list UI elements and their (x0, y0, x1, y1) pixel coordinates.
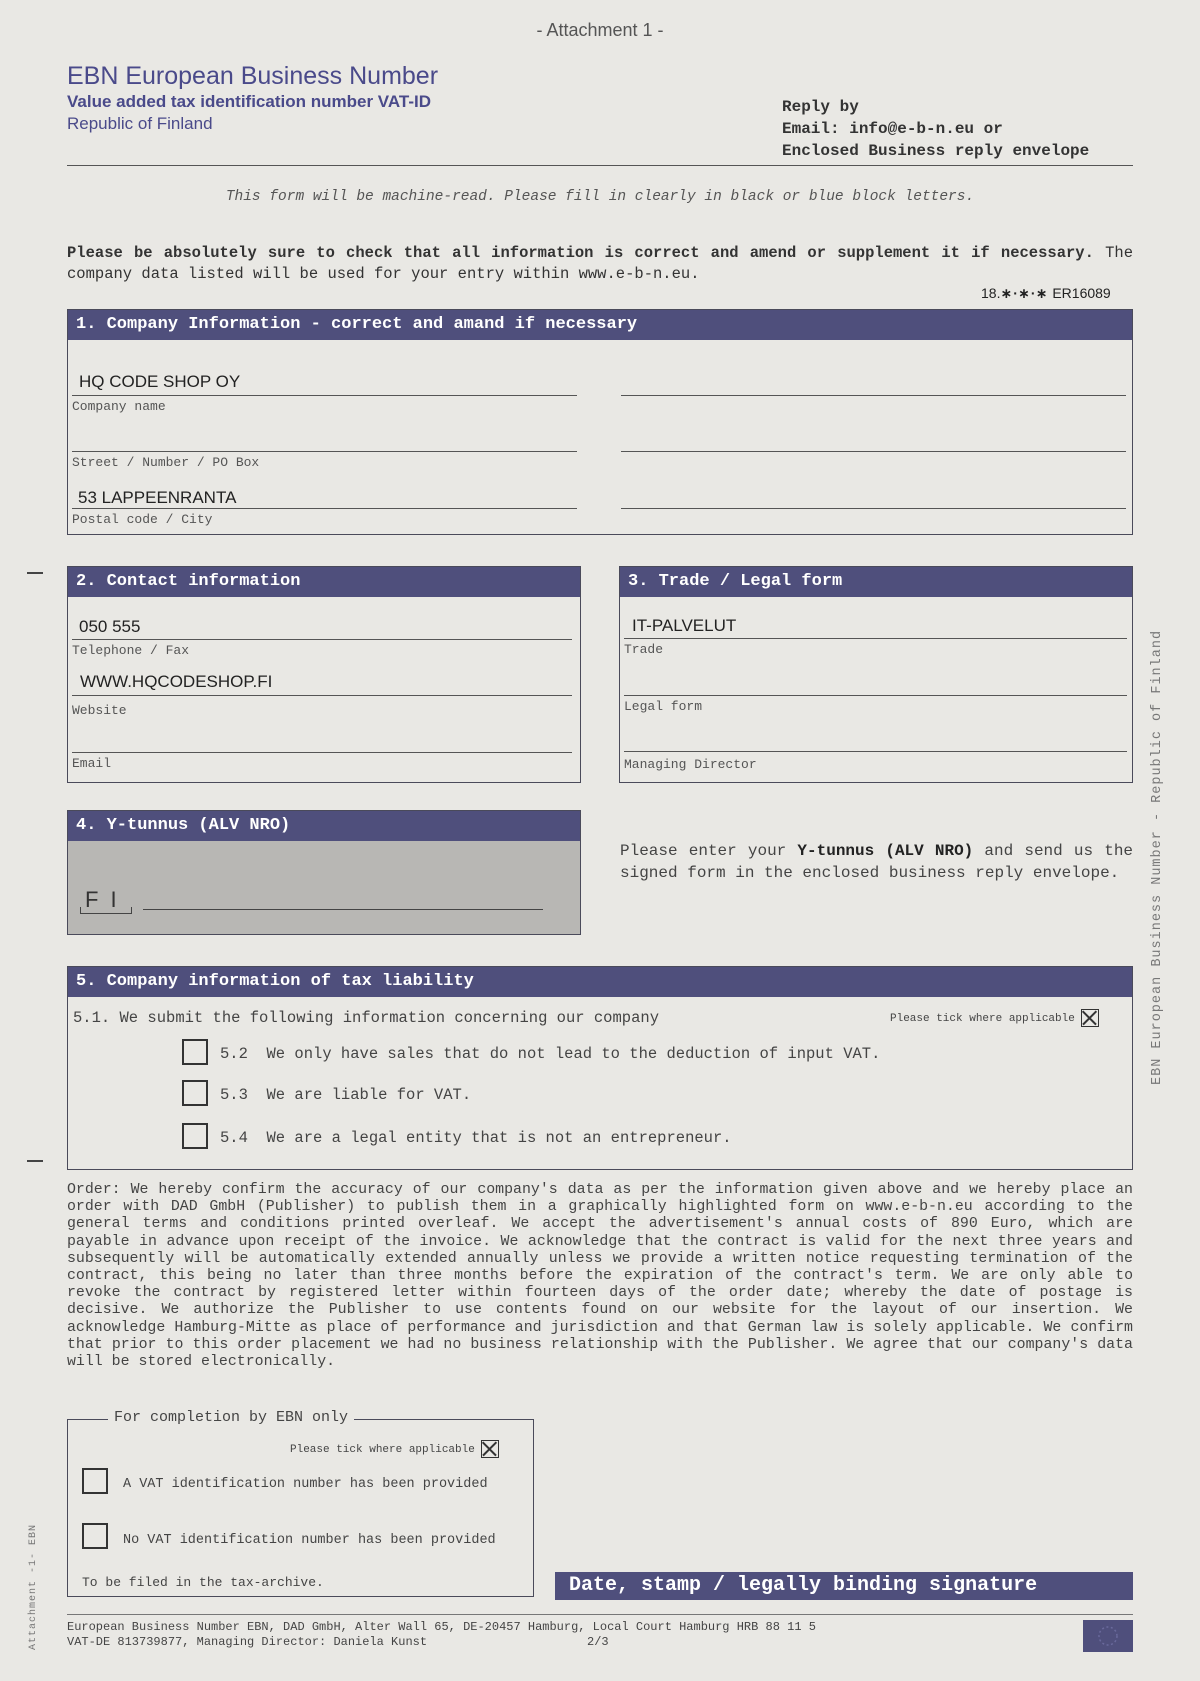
tax-liability-section (67, 966, 1133, 1170)
ebn-tick-example-icon (481, 1440, 499, 1458)
ebn-only-box (67, 1409, 534, 1597)
eu-flag-icon (1083, 1620, 1133, 1652)
note-pre: Please enter your (620, 842, 798, 860)
attachment-label: - Attachment 1 - (536, 20, 664, 40)
country-label: Republic of Finland (67, 114, 213, 133)
prefix-comb (80, 907, 132, 914)
tick-hint-text: Please tick where applicable (890, 1012, 1075, 1025)
postal-city-field[interactable] (72, 508, 577, 509)
company-information-section (67, 309, 1133, 535)
section-5-header: 5. Company information of tax liability (68, 967, 1132, 997)
checkbox-sales-no-deduction[interactable] (182, 1039, 208, 1065)
vat-provided-label: A VAT identification number has been provided (123, 1477, 488, 1492)
note-bold: Y-tunnus (ALV NRO) (797, 842, 974, 860)
header-divider (67, 165, 1133, 166)
check-notice-rest: The company data listed will be used for your entry within www.e-b-n.eu. (67, 244, 1133, 283)
check-notice (67, 243, 1133, 285)
telephone-field[interactable] (72, 639, 572, 640)
email-label: Email (72, 756, 112, 771)
option-5-3: 5.3 We are liable for VAT. (220, 1086, 472, 1104)
postal-city-extra-field[interactable] (621, 508, 1126, 509)
order-terms: Order: We hereby confirm the accuracy of our company's data as per the information given above and we hereby place an order with DAD GmbH (Publisher) to publish them in a graphically highlighted form on www.e-b-n.eu according to the general terms and conditions printed overleaf. We accept the advertisement's annual costs of 890 Euro, which are payable in advance upon receipt of the invoice. We acknowledge that the contract is valid for the next three years and subsequently will be automatically extended annually unless we provide a written notice requesting termination of the contract, this being no later than three months before the expiration of the contract's term. We are only able to revoke the contract by registered letter within fourteen days of the order date; whereby the date of postage is decisive. We authorize the Publisher to use contents found on our website for the layout of our insertion. We acknowledge Hamburg-Mitte as place of performance and jurisdiction and that German law is solely applicable. We confirm that prior to this order placement we had no business relationship with the Publisher. We agree that our company's data will be stored electronically. (67, 1182, 1133, 1371)
checkbox-vat-provided[interactable] (82, 1468, 108, 1494)
trade-label: Trade (624, 642, 664, 657)
managing-director-label: Managing Director (624, 757, 757, 772)
reference-number (981, 285, 1111, 302)
street-field[interactable] (72, 451, 577, 452)
tick-example-icon (1081, 1009, 1099, 1027)
eu-stars-icon (1083, 1620, 1133, 1652)
redacted-mark: ∗∙∗∙∗ (1000, 285, 1049, 301)
tax-intro: 5.1. We submit the following information concerning our company (73, 1009, 659, 1027)
y-tunnus-note (620, 840, 1133, 884)
managing-director-field[interactable] (624, 751, 1127, 752)
checkbox-vat-not-provided[interactable] (82, 1523, 108, 1549)
section-3-header: 3. Trade / Legal form (620, 567, 1132, 597)
page-number: 2/3 (587, 1635, 609, 1649)
checkbox-legal-entity[interactable] (182, 1123, 208, 1149)
reply-line: Enclosed Business reply envelope (782, 142, 1090, 160)
check-notice-bold: Please be absolutely sure to check that all information is correct and amend or supplement it if necessary. (67, 244, 1094, 262)
company-name-label: Company name (72, 399, 166, 414)
email-field[interactable] (72, 752, 572, 753)
ebn-tick-hint-text: Please tick where applicable (290, 1443, 475, 1456)
machine-read-instruction: This form will be machine-read. Please fill in clearly in black or blue block letters. (225, 189, 975, 205)
postal-city-value: 53 LAPPEENRANTA (78, 488, 237, 507)
ebn-only-legend: For completion by EBN only (108, 1409, 354, 1426)
reference-prefix: 18. (981, 285, 1001, 301)
vat-not-provided-label: No VAT identification number has been provided (123, 1533, 496, 1548)
section-2-header: 2. Contact information (68, 567, 580, 597)
legal-form-label: Legal form (624, 699, 703, 714)
footer-text (67, 1620, 816, 1650)
section-1-header: 1. Company Information - correct and amand if necessary (68, 310, 1132, 340)
reference-id: ER16089 (1052, 285, 1111, 301)
form-subtitle: Value added tax identification number VAT-ID (67, 92, 431, 111)
y-tunnus-prefix: F I (85, 887, 120, 912)
contact-information-section (67, 566, 581, 783)
street-extra-field[interactable] (621, 451, 1126, 452)
street-label: Street / Number / PO Box (72, 455, 260, 470)
checkbox-liable-vat[interactable] (182, 1080, 208, 1106)
company-name-field[interactable] (72, 395, 577, 396)
side-text-left: Attachment -1- EBN (28, 1523, 39, 1650)
company-name-value: HQ CODE SHOP OY (79, 372, 241, 391)
website-value: WWW.HQCODESHOP.FI (80, 672, 273, 691)
option-5-2: 5.2 We only have sales that do not lead to the deduction of input VAT. (220, 1045, 881, 1063)
option-5-4: 5.4 We are a legal entity that is not an entrepreneur. (220, 1129, 732, 1147)
footer-line-2: VAT-DE 813739877, Managing Director: Daniela Kunst (67, 1635, 428, 1649)
telephone-label: Telephone / Fax (72, 643, 190, 658)
footer-line-1: European Business Number EBN, DAD GmbH, Alter Wall 65, DE-20457 Hamburg, Local Court Hamburg HRB 88 11 5 (67, 1620, 816, 1634)
y-tunnus-section (67, 810, 581, 935)
form-title: EBN European Business Number (67, 62, 439, 90)
trade-field[interactable] (624, 638, 1127, 639)
section-4-header: 4. Y-tunnus (ALV NRO) (68, 811, 580, 841)
reply-line: Email: info@e-b-n.eu or (782, 120, 1003, 138)
fold-mark-upper (27, 572, 43, 574)
telephone-value: 050 555 (79, 617, 141, 636)
tick-hint (890, 1009, 1099, 1027)
reply-info (782, 96, 1089, 162)
side-text-right: EBN European Business Number - Republic of Finland (1150, 629, 1165, 1085)
trade-legal-form-section (619, 566, 1133, 783)
website-field[interactable] (72, 695, 572, 696)
footer-divider (67, 1614, 1133, 1615)
y-tunnus-input[interactable] (143, 909, 543, 910)
company-name-extra-field[interactable] (621, 395, 1126, 396)
ebn-tick-hint (290, 1440, 499, 1458)
fold-mark-lower (27, 1160, 43, 1162)
website-label: Website (72, 703, 127, 718)
signature-label: Date, stamp / legally binding signature (555, 1572, 1133, 1600)
legal-form-field[interactable] (624, 695, 1127, 696)
tax-archive-note: To be filed in the tax-archive. (82, 1575, 324, 1590)
trade-value: IT-PALVELUT (632, 616, 737, 635)
reply-line: Reply by (782, 98, 859, 116)
postal-city-label: Postal code / City (72, 512, 213, 527)
note-post: and send us the signed form in the enclosed business reply envelope. (620, 842, 1134, 882)
